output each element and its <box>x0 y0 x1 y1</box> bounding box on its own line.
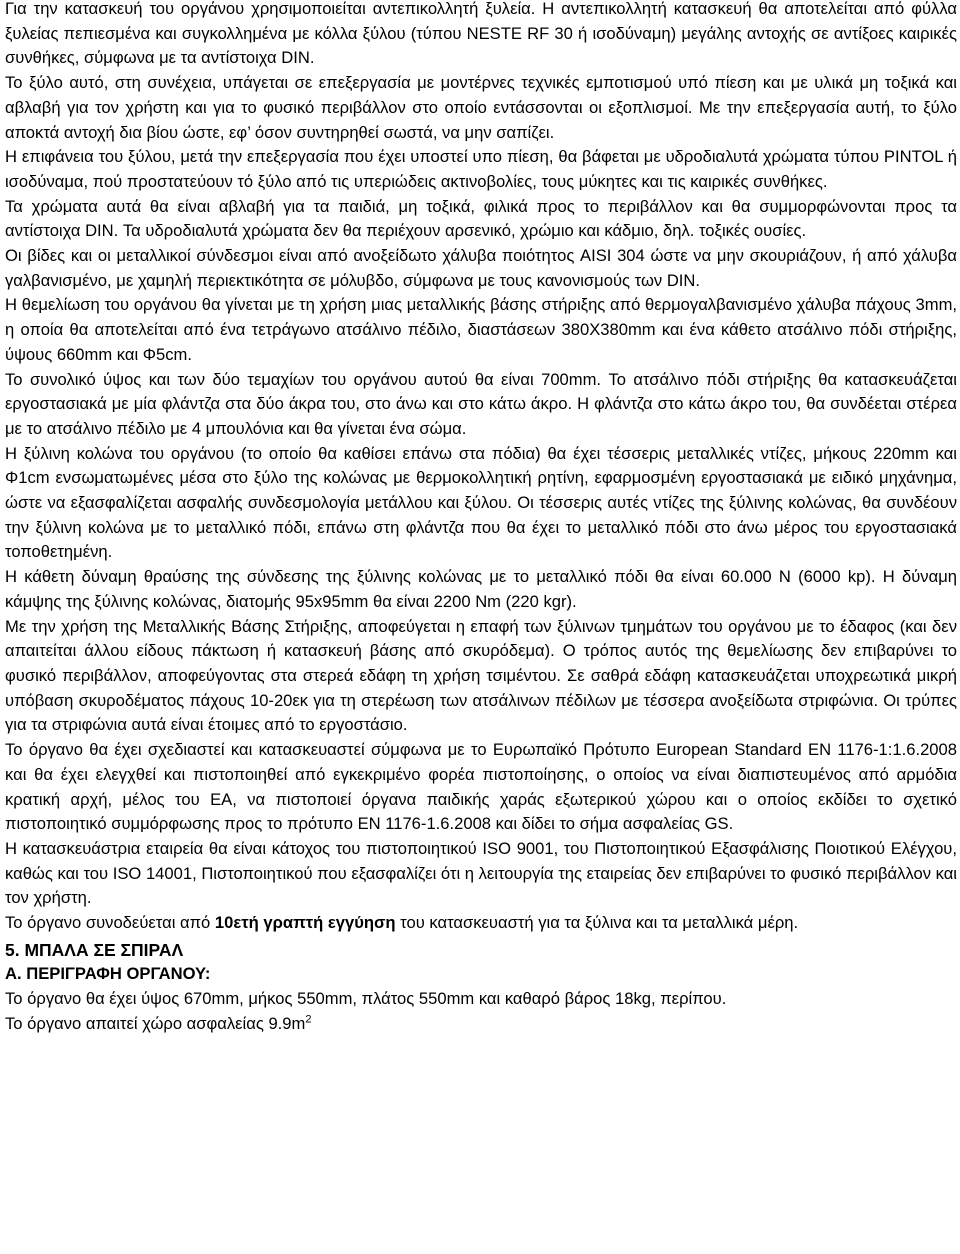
warranty-text-pre: Το όργανο συνοδεύεται από <box>5 913 215 933</box>
paragraph-iso-certification: Η κατασκευάστρια εταιρεία θα είναι κάτοχος του πιστοποιητικού ISO 9001, του Πιστοποιητικού Εξασφάλισης Ποιοτικού Ελέγχου, καθώς και του ISO 14001, Πιστοποιητικού που εξασφαλίζει ότι η λειτουργία της εταιρείας δεν επιβαρύνει το φυσικό περιβάλλον και τον χρήστη. <box>5 838 957 908</box>
paragraph-warranty <box>5 911 957 936</box>
paragraph-en-standard: Το όργανο θα έχει σχεδιαστεί και κατασκευαστεί σύμφωνα με το Ευρωπαϊκό Πρότυπο European Standard EN 1176-1:1.6.2008 και θα έχει ελεγχθεί και πιστοποιηθεί από εγκεκριμένο φορέα πιστοποίησης, ο οποίος να είναι διαπιστευμένος από αρμόδια κρατική αρχή, μέλος του EA, να πιστοποιεί όργανα παιδικής χαράς εξωτερικού χώρου και ο οποίος εκδίδει το σχετικό πιστοποιητικό συμμόρφωσης προς το πρότυπο EN 1176-1.6.2008 και δίδει το σήμα ασφαλείας GS. <box>5 740 957 834</box>
paragraph-foundation: Η θεμελίωση του οργάνου θα γίνεται με τη χρήση μιας μεταλλικής βάσης στήριξης από θερμογαλβανισμένο χάλυβα πάχους 3mm, η οποία θα αποτελείται από ένα τετράγωνο ατσάλινο πέδιλο, διαστάσεων 380X380mm και ένα κάθετο ατσάλινο πόδι στήριξης, ύψους 660mm και Φ5cm. <box>5 295 957 364</box>
paragraph-paint-safety: Τα χρώματα αυτά θα είναι αβλαβή για τα παιδιά, μη τοξικά, φιλικά προς το περιβάλλον και θα συμμορφώνονται προς τα αντίστοιχα DIN. Τα υδροδιαλυτά χρώματα δεν θα περιέχουν αρσενικό, χρώμιο και κάδμιο, δηλ. τοξικές ουσίες. <box>5 196 957 241</box>
paragraph-dimensions: Το όργανο θα έχει ύψος 670mm, μήκος 550mm, πλάτος 550mm και καθαρό βάρος 18kg, περίπου. <box>5 989 727 1009</box>
safety-area-superscript: 2 <box>305 1013 312 1026</box>
section-heading: 5. ΜΠΑΛΑ ΣΕ ΣΠΙΡΑΛ <box>5 939 184 960</box>
paragraph-paint-surface: Η επιφάνεια του ξύλου, μετά την επεξεργασία που έχει υποστεί υπο πίεση, θα βάφεται με υδροδιαλυτά χρώματα τύπου PINTOL ή ισοδύναμα, πού προστατεύουν τό ξύλο από τις υπεριώδεις ακτινοβολίες, τους μύκητες και τις καιρικές συνθήκες. <box>5 147 957 191</box>
paragraph-total-height: Το συνολικό ύψος και των δύο τεμαχίων του οργάνου αυτού θα είναι 700mm. Το ατσάλινο πόδι στήριξης θα κατασκευάζεται εργοστασιακά με μία φλάντζα στα δύο άκρα του, στο άνω και στο κάτω άκρο. Η φλάντζα στο κάτω άκρο του, θα συνδέεται στέρεα με το ατσάλινο πέδιλο με 4 μπουλόνια και θα γίνεται ένα σώμα. <box>5 369 957 438</box>
paragraph-safety-area <box>5 1012 957 1037</box>
warranty-text-post: του κατασκευαστή για τα ξύλινα και τα μεταλλικά μέρη. <box>395 913 799 933</box>
paragraph-metal-base-use: Με την χρήση της Μεταλλικής Βάσης Στήριξης, αποφεύγεται η επαφή των ξύλινων τμημάτων του οργάνου με το έδαφος (και δεν απαιτείται άλλου είδους πάκτωση ή κατασκευή βάσης από σκυρόδεμα). Ο τρόπος αυτός της θεμελίωσης δεν επιβαρύνει το φυσικό περιβάλλον, αποφεύγοντας στα στερεά εδάφη τη χρήση τσιμέντου. Σε σαθρά εδάφη κατασκευάζεται υποχρεωτικά μικρή υπόβαση σκυροδέματος πάχους 10-20εκ για τη στερέωση των ατσάλινων πέδιλων με τέσσερα ανοξείδωτα στριφώνια. Οι τρύπες για τα στριφώνια αυτά είναι έτοιμες από το εργοστάσιο. <box>5 616 957 735</box>
paragraph-plywood-construction: Για την κατασκευή του οργάνου χρησιμοποιείται αντεπικολλητή ξυλεία. Η αντεπικολλητή κατασκευή θα αποτελείται από φύλλα ξυλείας πεπιεσμένα και συγκολλημένα με κόλλα ξύλου (τύπου NESTE RF 30 ή ισοδύναμη) μεγάλης αντοχής σε αντίξοες καιρικές συνθήκες, σύμφωνα με τα αντίστοιχα DIN. <box>5 0 957 68</box>
safety-area-text: Το όργανο απαιτεί χώρο ασφαλείας 9.9m <box>5 1013 306 1033</box>
paragraph-wooden-column: Η ξύλινη κολώνα του οργάνου (το οποίο θα καθίσει επάνω στα πόδια) θα έχει τέσσερις μεταλλικές ντίζες, μήκους 220mm και Φ1cm ενσωματωμένες μέσα στο ξύλο της κολώνας με θερμοκολλητική ρητίνη, εφαρμοσμένη εργοστασιακά με ειδικό μηχάνημα, ώστε να εξασφαλίζεται ασφαλής συνδεσμολογία μετάλλου και ξύλου. Οι τέσσερις αυτές ντίζες της ξύλινης κολώνας, θα συνδέουν την ξύλινη κολώνα με το μεταλλικό πόδι, επάνω στη φλάντζα που θα έχει το μεταλλικό πόδι στο άνω μέρος του εργοστασιακά τοποθετημένη. <box>5 443 957 562</box>
paragraph-break-force: Η κάθετη δύναμη θραύσης της σύνδεσης της ξύλινης κολώνας με το μεταλλικό πόδι θα είναι 60.000 N (6000 kp). Η δύναμη κάμψης της ξύλινης κολώνας, διατομής 95x95mm θα είναι 2200 Nm (220 kgr). <box>5 567 957 611</box>
warranty-bold: 10ετή γραπτή εγγύηση <box>214 913 396 933</box>
paragraph-impregnation: Το ξύλο αυτό, στη συνέχεια, υπάγεται σε επεξεργασία με μοντέρνες τεχνικές εμποτισμού υπό πίεση και με υλικά μη τοξικά και αβλαβή για τον χρήστη και για το φυσικό περιβάλλον στο οποίο εντάσσονται οι εξοπλισμοί. Με την επεξεργασία αυτή, το ξύλο αποκτά αντοχή δια βίου ώστε, εφ’ όσον συντηρηθεί σωστά, να μην σαπίζει. <box>5 73 957 142</box>
paragraph-screws-fittings: Οι βίδες και οι μεταλλικοί σύνδεσμοι είναι από ανοξείδωτο χάλυβα ποιότητος AISI 304 ώστε να μην σκουριάζουν, ή από χάλυβα γαλβανισμένο, με χαμηλή περιεκτικότητα σε μόλυβδο, σύμφωνα με τους κανονισμούς των DIN. <box>5 246 957 290</box>
subsection-heading: Α. ΠΕΡΙΓΡΑΦΗ ΟΡΓΑΝΟΥ: <box>5 964 211 984</box>
